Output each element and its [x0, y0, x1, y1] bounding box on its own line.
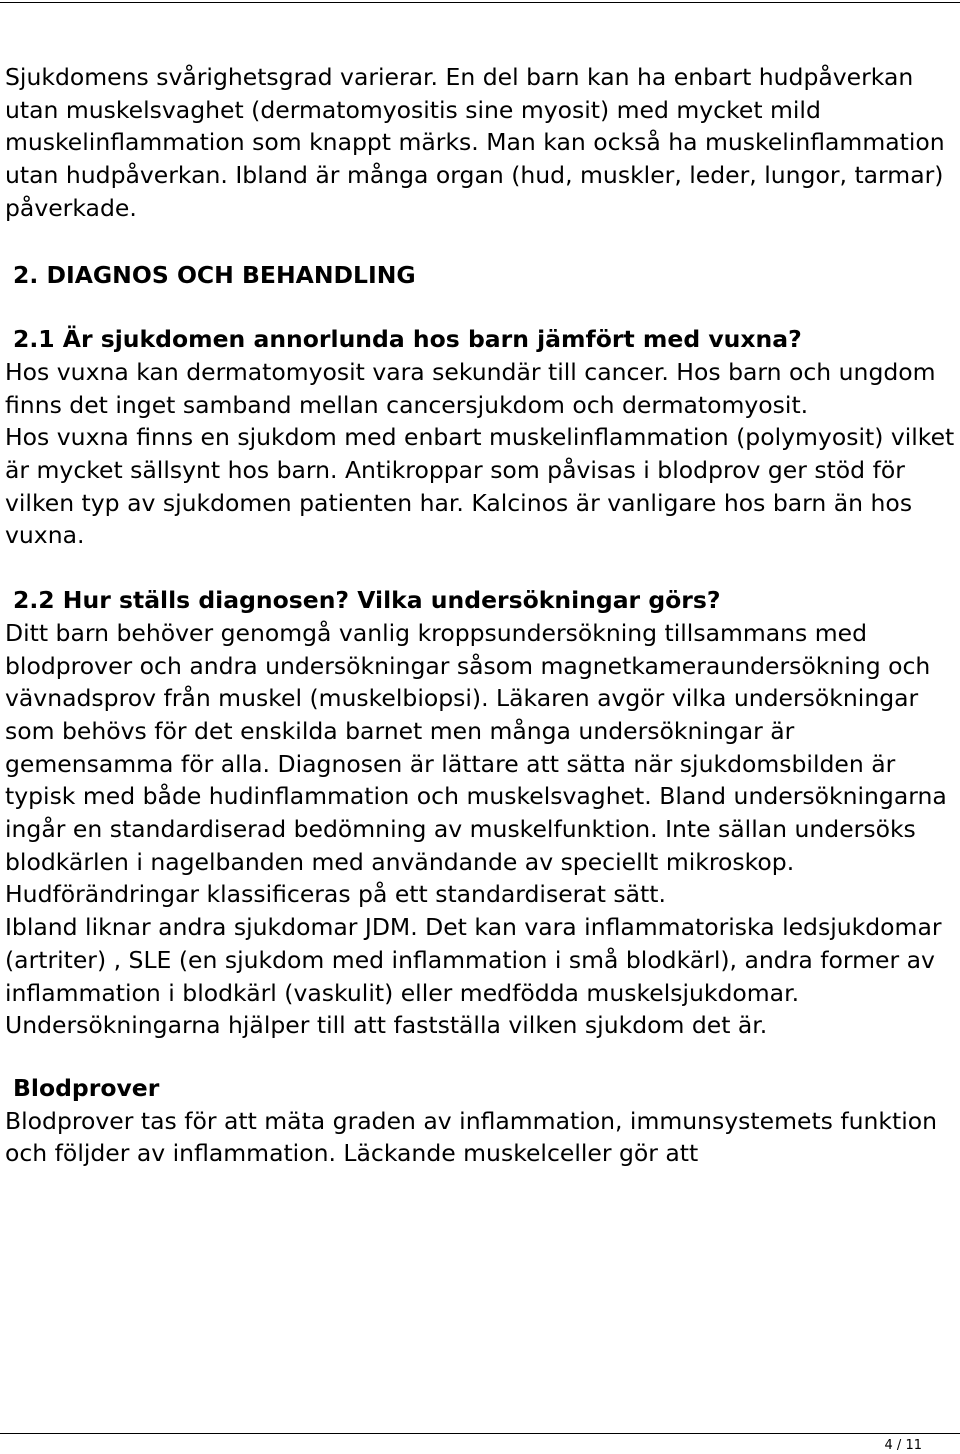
subsection-heading-2-2: 2.2 Hur ställs diagnosen? Vilka undersökningar görs?: [13, 586, 721, 615]
spacer: [5, 291, 955, 323]
paragraph-blodprover: Blodprover tas för att mäta graden av inflammation, immunsystemets funktion och följder av inflammation. Läckande muskelceller gör att: [5, 1106, 938, 1168]
page-number: 4 / 11: [884, 1438, 922, 1453]
spacer: [5, 225, 955, 259]
section-heading-diagnos: 2. DIAGNOS OCH BEHANDLING: [13, 260, 416, 289]
subsection-heading-blodprover: Blodprover: [13, 1073, 160, 1102]
paragraph-polymyosit: Hos vuxna finns en sjukdom med enbart muskelinflammation (polymyosit) vilket är mycket sällsynt hos barn. Antikroppar som påvisas i blodprov ger stöd för vilken typ av sjukdomen patienten har. Kalcinos är vanligare hos barn än hos vuxna.: [5, 423, 955, 550]
footer-rule: [0, 1433, 960, 1434]
top-rule: [0, 2, 960, 3]
intro-paragraph: Sjukdomens svårighetsgrad varierar. En del barn kan ha enbart hudpåverkan utan muskelsvaghet (dermatomyositis sine myosit) med mycket mild muskelinflammation som knappt märks. Man kan också ha muskelinflammation utan hudpåverkan. Ibland är många organ (hud, muskler, leder, lungor, tarmar) påverkade.: [5, 63, 945, 222]
document-body: [5, 61, 955, 1170]
paragraph-cancer: Hos vuxna kan dermatomyosit vara sekundär till cancer. Hos barn och ungdom finns det inget samband mellan cancersjukdom och dermatomyosit.: [5, 357, 936, 419]
spacer: [5, 1042, 955, 1072]
paragraph-differential: Ibland liknar andra sjukdomar JDM. Det kan vara inflammatoriska ledsjukdomar (artriter) , SLE (en sjukdom med inflammation i små blodkärl), andra former av inflammation i blodkärl (vaskulit) eller medfödda muskelsjukdomar. Undersökningarna hjälper till att fastställa vilken sjukdom det är.: [5, 913, 942, 1040]
subsection-heading-2-1: 2.1 Är sjukdomen annorlunda hos barn jämfört med vuxna?: [13, 325, 802, 354]
spacer: [5, 552, 955, 584]
paragraph-undersokning: Ditt barn behöver genomgå vanlig kroppsundersökning tillsammans med blodprover och andra undersökningar såsom magnetkameraundersökning och vävnadsprov från muskel (muskelbiopsi). Läkaren avgör vilka undersökningar som behövs för det enskilda barnet men många undersökningar är gemensamma för alla. Diagnosen är lättare att sätta när sjukdomsbilden är typisk med både hudinflammation och muskelsvaghet. Bland undersökningarna ingår en standardiserad bedömning av muskelfunktion. Inte sällan undersöks blodkärlen i nagelbanden med användande av speciellt mikroskop. Hudförändringar klassificeras på ett standardiserat sätt.: [5, 618, 947, 909]
